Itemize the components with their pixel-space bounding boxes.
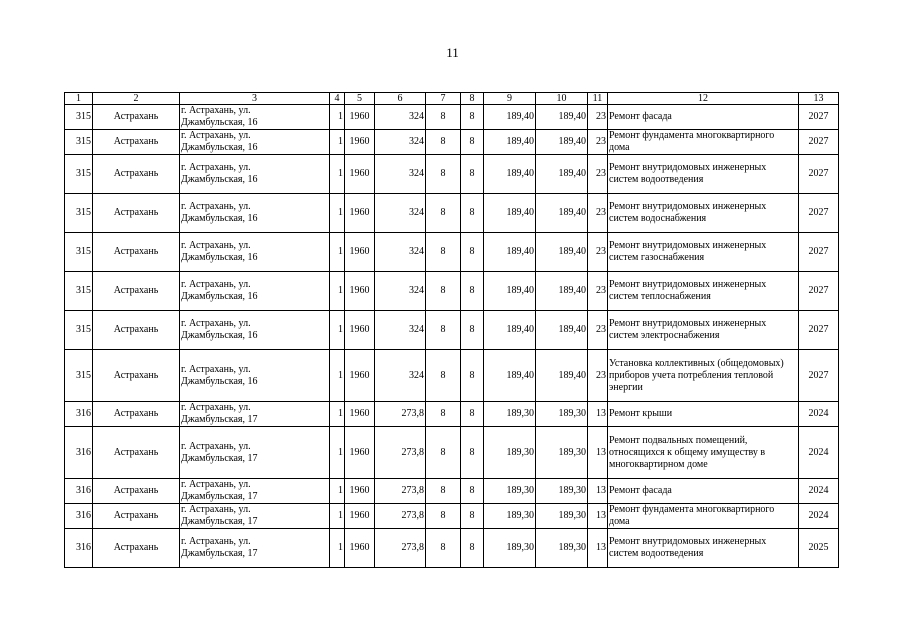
column-7-cell: 8	[426, 130, 461, 155]
column-9-cell: 189,30	[484, 402, 536, 427]
table-row	[65, 427, 839, 479]
area-cell: 324	[375, 155, 426, 194]
city-cell: Астрахань	[93, 130, 180, 155]
address-line: Джамбульская, 16	[181, 117, 258, 128]
address-line: г. Астрахань, ул.	[181, 240, 251, 251]
column-4-cell: 1	[330, 402, 345, 427]
column-11-cell: 23	[588, 350, 608, 402]
column-7-cell: 8	[426, 105, 461, 130]
area-cell: 273,8	[375, 402, 426, 427]
work-type-cell: Ремонт фундамента многоквартирного дома	[608, 130, 799, 155]
column-11-cell: 13	[588, 529, 608, 568]
column-7-cell: 8	[426, 479, 461, 504]
address-line: Джамбульская, 17	[181, 516, 258, 527]
address-line: г. Астрахань, ул.	[181, 162, 251, 173]
build-year-cell: 1960	[345, 504, 375, 529]
planned-year-cell: 2027	[799, 194, 839, 233]
column-header: 13	[799, 93, 839, 105]
column-10-cell: 189,40	[536, 155, 588, 194]
build-year-cell: 1960	[345, 194, 375, 233]
column-8-cell: 8	[461, 105, 484, 130]
address-cell	[180, 311, 330, 350]
column-8-cell: 8	[461, 479, 484, 504]
table-row	[65, 130, 839, 155]
address-cell	[180, 105, 330, 130]
work-type-cell: Ремонт внутридомовых инженерных систем электроснабжения	[608, 311, 799, 350]
row-number: 315	[65, 130, 93, 155]
planned-year-cell: 2024	[799, 402, 839, 427]
work-type-cell: Ремонт подвальных помещений, относящихся к общему имуществу в многоквартирном доме	[608, 427, 799, 479]
column-4-cell: 1	[330, 529, 345, 568]
column-4-cell: 1	[330, 479, 345, 504]
column-header: 5	[345, 93, 375, 105]
address-line: г. Астрахань, ул.	[181, 318, 251, 329]
planned-year-cell: 2024	[799, 504, 839, 529]
column-header: 2	[93, 93, 180, 105]
address-line: Джамбульская, 16	[181, 291, 258, 302]
column-8-cell: 8	[461, 427, 484, 479]
city-cell: Астрахань	[93, 105, 180, 130]
address-cell	[180, 402, 330, 427]
work-type-cell: Ремонт фасада	[608, 479, 799, 504]
column-8-cell: 8	[461, 130, 484, 155]
column-4-cell: 1	[330, 272, 345, 311]
city-cell: Астрахань	[93, 155, 180, 194]
build-year-cell: 1960	[345, 155, 375, 194]
column-9-cell: 189,40	[484, 194, 536, 233]
column-11-cell: 23	[588, 311, 608, 350]
column-7-cell: 8	[426, 155, 461, 194]
column-8-cell: 8	[461, 311, 484, 350]
column-4-cell: 1	[330, 311, 345, 350]
planned-year-cell: 2024	[799, 479, 839, 504]
column-7-cell: 8	[426, 311, 461, 350]
row-number: 315	[65, 105, 93, 130]
address-line: г. Астрахань, ул.	[181, 504, 251, 515]
area-cell: 324	[375, 272, 426, 311]
build-year-cell: 1960	[345, 427, 375, 479]
column-10-cell: 189,30	[536, 504, 588, 529]
column-10-cell: 189,30	[536, 402, 588, 427]
address-line: г. Астрахань, ул.	[181, 201, 251, 212]
build-year-cell: 1960	[345, 311, 375, 350]
address-line: г. Астрахань, ул.	[181, 440, 251, 452]
column-11-cell: 13	[588, 402, 608, 427]
row-number: 316	[65, 427, 93, 479]
area-cell: 324	[375, 350, 426, 402]
column-7-cell: 8	[426, 529, 461, 568]
build-year-cell: 1960	[345, 272, 375, 311]
column-number-row	[65, 93, 839, 105]
city-cell: Астрахань	[93, 194, 180, 233]
address-line: Джамбульская, 17	[181, 452, 258, 464]
build-year-cell: 1960	[345, 105, 375, 130]
column-4-cell: 1	[330, 105, 345, 130]
column-8-cell: 8	[461, 233, 484, 272]
area-cell: 273,8	[375, 504, 426, 529]
column-8-cell: 8	[461, 272, 484, 311]
planned-year-cell: 2027	[799, 105, 839, 130]
address-cell	[180, 233, 330, 272]
row-number: 316	[65, 529, 93, 568]
row-number: 315	[65, 311, 93, 350]
column-header: 12	[608, 93, 799, 105]
address-line: Джамбульская, 16	[181, 142, 258, 153]
address-line: Джамбульская, 16	[181, 213, 258, 224]
address-line: г. Астрахань, ул.	[181, 479, 251, 490]
planned-year-cell: 2027	[799, 350, 839, 402]
column-9-cell: 189,30	[484, 427, 536, 479]
build-year-cell: 1960	[345, 233, 375, 272]
row-number: 315	[65, 155, 93, 194]
column-10-cell: 189,40	[536, 350, 588, 402]
column-11-cell: 23	[588, 105, 608, 130]
work-type-cell: Установка коллективных (общедомовых) приборов учета потребления тепловой энергии	[608, 350, 799, 402]
column-4-cell: 1	[330, 504, 345, 529]
column-header: 3	[180, 93, 330, 105]
address-cell	[180, 272, 330, 311]
build-year-cell: 1960	[345, 529, 375, 568]
city-cell: Астрахань	[93, 504, 180, 529]
column-4-cell: 1	[330, 233, 345, 272]
column-9-cell: 189,30	[484, 504, 536, 529]
work-type-cell: Ремонт крыши	[608, 402, 799, 427]
planned-year-cell: 2025	[799, 529, 839, 568]
column-7-cell: 8	[426, 194, 461, 233]
column-10-cell: 189,40	[536, 233, 588, 272]
column-11-cell: 23	[588, 233, 608, 272]
address-cell	[180, 194, 330, 233]
column-11-cell: 13	[588, 427, 608, 479]
address-cell	[180, 350, 330, 402]
column-7-cell: 8	[426, 233, 461, 272]
page-number: 11	[446, 45, 459, 60]
column-10-cell: 189,40	[536, 311, 588, 350]
address-line: г. Астрахань, ул.	[181, 536, 251, 547]
table-row	[65, 529, 839, 568]
table-row	[65, 272, 839, 311]
column-7-cell: 8	[426, 402, 461, 427]
address-cell	[180, 529, 330, 568]
work-type-cell: Ремонт фундамента многоквартирного дома	[608, 504, 799, 529]
address-line: Джамбульская, 16	[181, 174, 258, 185]
row-number: 316	[65, 504, 93, 529]
column-header: 11	[588, 93, 608, 105]
column-4-cell: 1	[330, 350, 345, 402]
column-9-cell: 189,40	[484, 155, 536, 194]
table-row	[65, 504, 839, 529]
column-4-cell: 1	[330, 130, 345, 155]
row-number: 315	[65, 272, 93, 311]
planned-year-cell: 2027	[799, 311, 839, 350]
column-9-cell: 189,40	[484, 272, 536, 311]
column-8-cell: 8	[461, 194, 484, 233]
column-8-cell: 8	[461, 155, 484, 194]
column-11-cell: 13	[588, 504, 608, 529]
column-7-cell: 8	[426, 427, 461, 479]
column-4-cell: 1	[330, 427, 345, 479]
column-9-cell: 189,30	[484, 529, 536, 568]
column-header: 8	[461, 93, 484, 105]
column-9-cell: 189,40	[484, 130, 536, 155]
address-line: Джамбульская, 17	[181, 548, 258, 559]
row-number: 315	[65, 350, 93, 402]
address-line: г. Астрахань, ул.	[181, 105, 251, 116]
work-type-cell: Ремонт внутридомовых инженерных систем теплоснабжения	[608, 272, 799, 311]
column-10-cell: 189,40	[536, 105, 588, 130]
column-10-cell: 189,30	[536, 479, 588, 504]
city-cell: Астрахань	[93, 233, 180, 272]
repair-schedule-table	[64, 92, 839, 568]
table-row	[65, 350, 839, 402]
planned-year-cell: 2027	[799, 233, 839, 272]
table-row	[65, 233, 839, 272]
city-cell: Астрахань	[93, 311, 180, 350]
planned-year-cell: 2024	[799, 427, 839, 479]
build-year-cell: 1960	[345, 479, 375, 504]
row-number: 316	[65, 479, 93, 504]
area-cell: 324	[375, 311, 426, 350]
column-9-cell: 189,40	[484, 233, 536, 272]
area-cell: 273,8	[375, 479, 426, 504]
build-year-cell: 1960	[345, 130, 375, 155]
table-row	[65, 311, 839, 350]
column-9-cell: 189,40	[484, 311, 536, 350]
work-type-cell: Ремонт внутридомовых инженерных систем водоснабжения	[608, 194, 799, 233]
column-11-cell: 23	[588, 272, 608, 311]
area-cell: 273,8	[375, 529, 426, 568]
row-number: 315	[65, 194, 93, 233]
column-8-cell: 8	[461, 402, 484, 427]
column-7-cell: 8	[426, 272, 461, 311]
column-10-cell: 189,30	[536, 529, 588, 568]
address-line: г. Астрахань, ул.	[181, 363, 251, 375]
address-cell	[180, 504, 330, 529]
column-header: 10	[536, 93, 588, 105]
row-number: 316	[65, 402, 93, 427]
address-cell	[180, 427, 330, 479]
column-9-cell: 189,40	[484, 350, 536, 402]
table-row	[65, 479, 839, 504]
work-type-cell: Ремонт внутридомовых инженерных систем водоотведения	[608, 529, 799, 568]
address-cell	[180, 155, 330, 194]
city-cell: Астрахань	[93, 402, 180, 427]
address-line: г. Астрахань, ул.	[181, 279, 251, 290]
area-cell: 324	[375, 130, 426, 155]
column-7-cell: 8	[426, 504, 461, 529]
column-9-cell: 189,40	[484, 105, 536, 130]
address-line: Джамбульская, 17	[181, 491, 258, 502]
column-4-cell: 1	[330, 155, 345, 194]
area-cell: 324	[375, 194, 426, 233]
column-10-cell: 189,40	[536, 130, 588, 155]
column-7-cell: 8	[426, 350, 461, 402]
city-cell: Астрахань	[93, 529, 180, 568]
column-11-cell: 13	[588, 479, 608, 504]
column-10-cell: 189,30	[536, 427, 588, 479]
city-cell: Астрахань	[93, 427, 180, 479]
table-row	[65, 105, 839, 130]
column-8-cell: 8	[461, 504, 484, 529]
column-11-cell: 23	[588, 130, 608, 155]
row-number: 315	[65, 233, 93, 272]
planned-year-cell: 2027	[799, 272, 839, 311]
address-line: Джамбульская, 17	[181, 414, 258, 425]
build-year-cell: 1960	[345, 402, 375, 427]
column-11-cell: 23	[588, 194, 608, 233]
column-header: 9	[484, 93, 536, 105]
planned-year-cell: 2027	[799, 155, 839, 194]
table-row	[65, 194, 839, 233]
address-line: Джамбульская, 16	[181, 252, 258, 263]
column-header: 6	[375, 93, 426, 105]
city-cell: Астрахань	[93, 272, 180, 311]
column-10-cell: 189,40	[536, 272, 588, 311]
address-line: г. Астрахань, ул.	[181, 130, 251, 141]
table-row	[65, 402, 839, 427]
column-11-cell: 23	[588, 155, 608, 194]
address-line: Джамбульская, 16	[181, 375, 258, 387]
column-header: 4	[330, 93, 345, 105]
area-cell: 273,8	[375, 427, 426, 479]
build-year-cell: 1960	[345, 350, 375, 402]
work-type-cell: Ремонт внутридомовых инженерных систем водоотведения	[608, 155, 799, 194]
city-cell: Астрахань	[93, 350, 180, 402]
planned-year-cell: 2027	[799, 130, 839, 155]
address-cell	[180, 130, 330, 155]
column-4-cell: 1	[330, 194, 345, 233]
area-cell: 324	[375, 105, 426, 130]
column-9-cell: 189,30	[484, 479, 536, 504]
column-8-cell: 8	[461, 350, 484, 402]
address-line: Джамбульская, 16	[181, 330, 258, 341]
address-cell	[180, 479, 330, 504]
address-line: г. Астрахань, ул.	[181, 402, 251, 413]
column-8-cell: 8	[461, 529, 484, 568]
column-10-cell: 189,40	[536, 194, 588, 233]
table-row	[65, 155, 839, 194]
work-type-cell: Ремонт внутридомовых инженерных систем газоснабжения	[608, 233, 799, 272]
city-cell: Астрахань	[93, 479, 180, 504]
column-header: 1	[65, 93, 93, 105]
column-header: 7	[426, 93, 461, 105]
work-type-cell: Ремонт фасада	[608, 105, 799, 130]
area-cell: 324	[375, 233, 426, 272]
